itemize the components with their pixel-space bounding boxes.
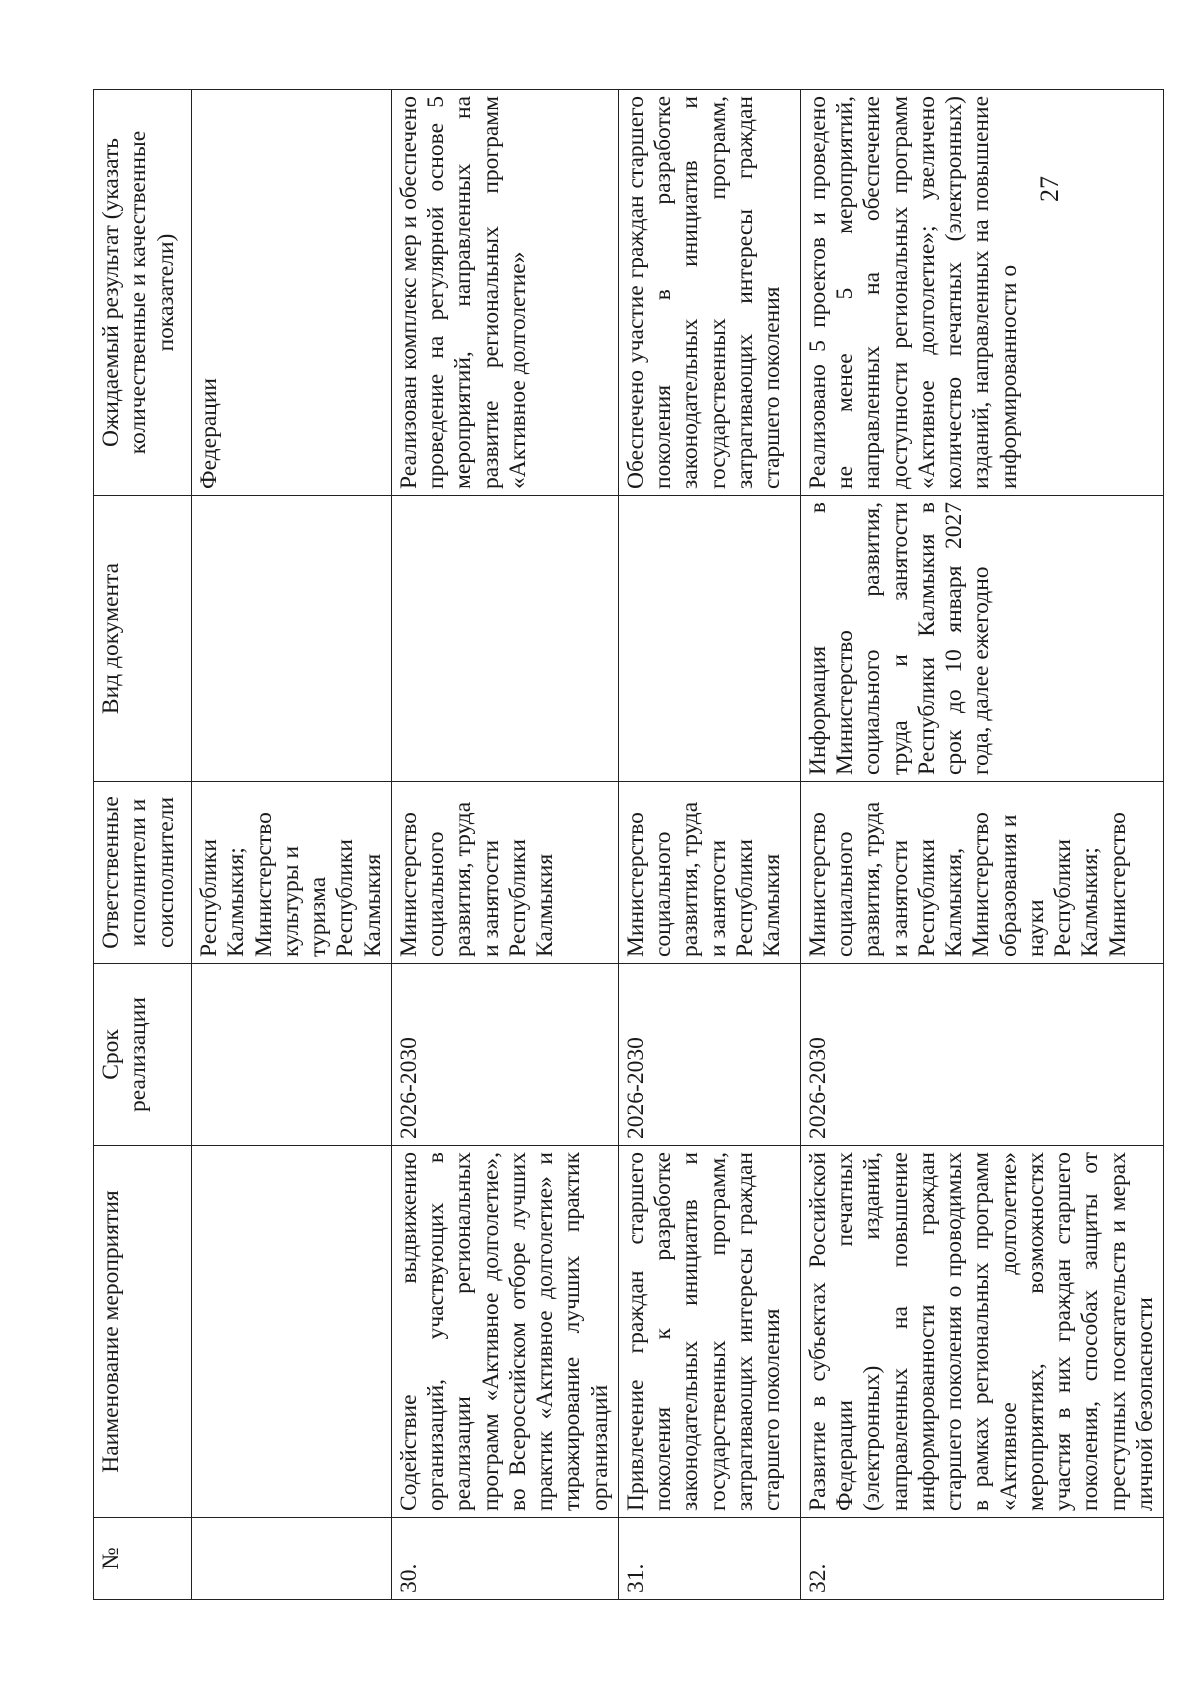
cell-num: 30. bbox=[391, 1518, 618, 1600]
table-row bbox=[800, 90, 1163, 1600]
cell-executors: Министерство социального развития, труда и занятости Республики Калмыкия bbox=[618, 782, 800, 964]
cell-document-type bbox=[618, 496, 800, 782]
table-row-continuation bbox=[192, 90, 392, 1600]
page-number: 27 bbox=[1035, 176, 1064, 202]
cell-term: 2026-2030 bbox=[391, 964, 618, 1146]
table-row bbox=[391, 90, 618, 1600]
cell-expected-result: Федерации bbox=[192, 90, 392, 496]
cell-num: 31. bbox=[618, 1518, 800, 1600]
cell-expected-result: Реализовано 5 проектов и проведено не менее 5 мероприятий, направленных на обеспечение доступности региональных программ «Активное долголетие»; увеличено количество печатных (электронных) изданий, направленных на повышение информированности о bbox=[800, 90, 1163, 496]
cell-name: Развитие в субъектах Российской Федерации печатных (электронных) изданий, направленных на повышение информированности граждан старшего поколения о проводимых в рамках региональных программ «Активное долголетие» мероприятиях, возможностях участия в них граждан старшего поколения, способах защиты от преступных посягательств и мерах личной безопасности bbox=[800, 1146, 1163, 1518]
cell-document-type: Информация в Министерство социального развития, труда и занятости Республики Калмыкия в срок до 10 января 2027 года, далее ежегодно bbox=[800, 496, 1163, 782]
cell-expected-result: Реализован комплекс мер и обеспечено проведение на регулярной основе 5 мероприятий, направленных на развитие региональных программ «Активное долголетие» bbox=[391, 90, 618, 496]
cell-name: Привлечение граждан старшего поколения к разработке законодательных инициатив и государственных программ, затрагивающих интересы граждан старшего поколения bbox=[618, 1146, 800, 1518]
table-header-row bbox=[94, 90, 192, 1600]
cell-num: 32. bbox=[800, 1518, 1163, 1600]
header-term: Срок реализации bbox=[94, 964, 192, 1146]
cell-executors: Министерство социального развития, труда и занятости Республики Калмыкия bbox=[391, 782, 618, 964]
header-expected-result: Ожидаемый результат (указать количественные и качественные показатели) bbox=[94, 90, 192, 496]
header-num: № bbox=[94, 1518, 192, 1600]
cell-term: 2026-2030 bbox=[800, 964, 1163, 1146]
cell-term: 2026-2030 bbox=[618, 964, 800, 1146]
cell-document-type bbox=[391, 496, 618, 782]
header-executors: Ответственные исполнители и соисполнители bbox=[94, 782, 192, 964]
cell-executors: Министерство социального развития, труда и занятости Республики Калмыкия, Министерство образования и науки Республики Калмыкия; Министерство bbox=[800, 782, 1163, 964]
cell-expected-result: Обеспечено участие граждан старшего поколения в разработке законодательных инициатив и государственных программ, затрагивающих интересы граждан старшего поколения bbox=[618, 90, 800, 496]
cell-executors: Республики Калмыкия; Министерство культуры и туризма Республики Калмыкия bbox=[192, 782, 392, 964]
header-name: Наименование мероприятия bbox=[94, 1146, 192, 1518]
cell-name: Содействие выдвижению организаций, участвующих в реализации региональных программ «Активное долголетие», во Всероссийском отборе лучших практик «Активное долголетие» и тиражирование лучших практик организаций bbox=[391, 1146, 618, 1518]
rotated-page bbox=[93, 90, 1158, 1600]
table-row bbox=[618, 90, 800, 1600]
action-plan-table bbox=[93, 89, 1164, 1600]
header-document-type: Вид документа bbox=[94, 496, 192, 782]
